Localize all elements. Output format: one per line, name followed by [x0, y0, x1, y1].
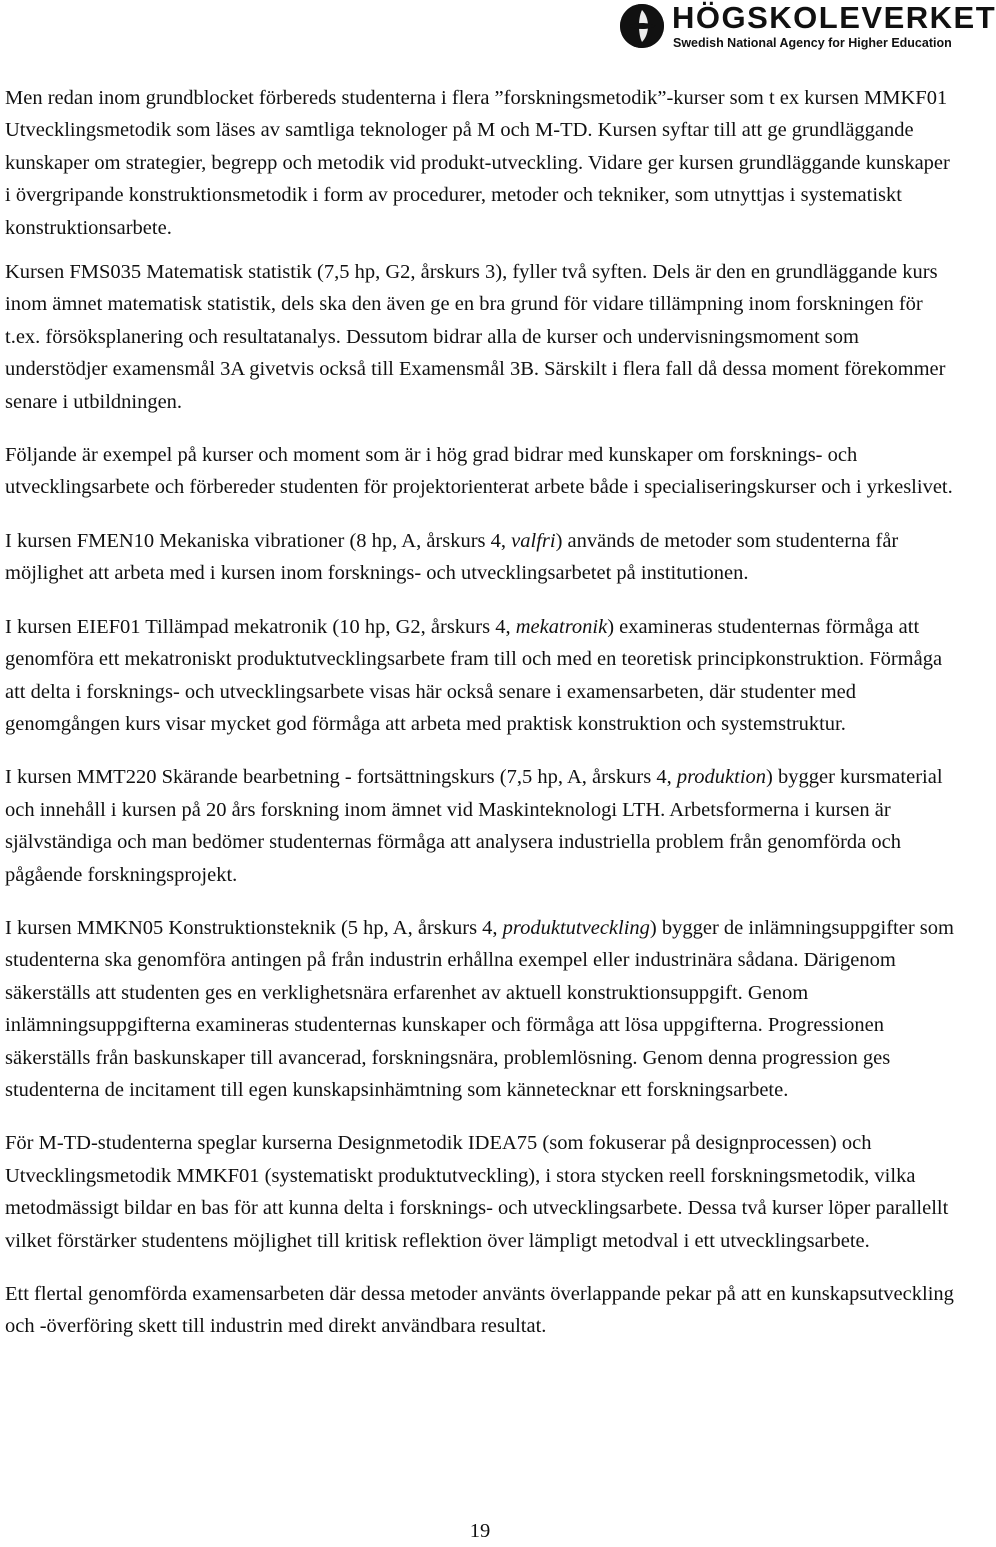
paragraph-5-emphasis: mekatronik: [515, 615, 608, 638]
paragraph-6-text-b: ) bygger kursmaterial och innehåll i kursen på 20 års forskning inom ämnet vid Maskinteknologi LTH. Arbetsformerna i kursen är självständiga och man bedömer studenternas förmåga att analysera industriella problem från genomförda och pågående forskningsprojekt.: [5, 766, 943, 886]
hsv-logo-icon: [620, 4, 664, 48]
paragraph-4-emphasis: valfri: [511, 529, 556, 552]
paragraph-4: [5, 525, 957, 590]
org-subtitle: Swedish National Agency for Higher Education: [673, 36, 952, 50]
paragraph-7: [5, 912, 957, 1106]
paragraph-5-text-b: ) examineras studenternas förmåga att genomföra ett mekatroniskt produktutvecklingsarbete fram till och med en teoretisk principkonstruktion. Förmåga att delta i forsknings- och utvecklingsarbete visas här också senare i examensarbeten, där studenter med genomgången kurs visar mycket god förmåga att arbeta med praktisk konstruktion och systemstruktur.: [5, 615, 943, 735]
page-number: 19: [469, 1520, 491, 1542]
paragraph-8: För M-TD-studenterna speglar kurserna Designmetodik IDEA75 (som fokuserar på designprocessen) och Utvecklingsmetodik MMKF01 (systematiskt produktutveckling), i stora stycken reell forskningsmetodik, vilka metodmässigt bildar en bas för att kunna delta i forsknings- och utvecklingsarbete. Dessa två kurser löper parallellt vilket förstärker studentens möjlighet till kritisk reflektion över lämpligt metodval i ett utvecklingsarbete.: [5, 1132, 949, 1252]
paragraph-6-text-a: I kursen MMT220 Skärande bearbetning - fortsättningskurs (7,5 hp, A, årskurs 4,: [5, 766, 677, 789]
paragraph-7-emphasis: produktutveckling: [502, 916, 650, 939]
page-header: [620, 0, 996, 60]
paragraph-5-text-a: I kursen EIEF01 Tillämpad mekatronik (10 hp, G2, årskurs 4,: [5, 615, 516, 638]
org-name: HÖGSKOLEVERKET: [672, 0, 996, 35]
paragraph-3: Följande är exempel på kurser och moment som är i hög grad bidrar med kunskaper om forsknings- och utvecklingsarbete och förbereder studenten för projektorienterat arbete både i specialiseringskurser och i yrkeslivet.: [5, 444, 953, 499]
paragraph-1: Men redan inom grundblocket förbereds studenterna i flera ”forskningsmetodik”-kurser som t ex kursen MMKF01 Utvecklingsmetodik som läses av samtliga teknologer på M och M-TD. Kursen syftar till att ge grundläggande kunskaper om strategier, begrepp och metodik vid produkt-utveckling. Vidare ger kursen grundläggande kunskaper i övergripande konstruktionsmetodik i form av procedurer, metoder och tekniker, som utnyttjas i systematiskt konstruktionsarbete.: [5, 87, 950, 239]
paragraph-7-text-b: ) bygger de inlämningsuppgifter som studenterna ska genomföra antingen på från industrin erhållna exempel eller industrinära sådana. Därigenom säkerställs att studenten ges en verklighetsnära erfarenhet av aktuell konstruktionsuppgift. Genom inlämningsuppgifterna examineras studenternas kunskaper och förmåga att lösa uppgifterna. Progressionen säkerställs från baskunskaper till avancerad, forskningsnära, problemlösning. Genom denna progression ges studenterna de incitament till egen kunskapsinhämtning som kännetecknar ett forskningsarbete.: [5, 916, 954, 1101]
paragraph-6-emphasis: produktion: [676, 766, 767, 789]
paragraph-2: Kursen FMS035 Matematisk statistik (7,5 hp, G2, årskurs 3), fyller två syften. Dels är den en grundläggande kurs inom ämnet matematisk statistik, dels ska den även ge en bra grund för vidare tillämpning inom forskningen för t.ex. försöksplanering och resultatanalys. Dessutom bidrar alla de kurser och undervisningsmoment som understödjer examensmål 3A givetvis också till Examensmål 3B. Särskilt i flera fall då dessa moment förekommer senare i utbildningen.: [5, 261, 946, 413]
paragraph-7-text-a: I kursen MMKN05 Konstruktionsteknik (5 hp, A, årskurs 4,: [5, 916, 503, 939]
paragraph-9: Ett flertal genomförda examensarbeten där dessa metoder använts överlappande pekar på att en kunskapsutveckling och -överföring skett till industrin med direkt användbara resultat.: [5, 1283, 954, 1338]
paragraph-4-text-b: ) används de metoder som studenterna får möjlighet att arbeta med i kursen inom forsknings- och utvecklingsarbetet på institutionen.: [5, 529, 899, 585]
document-body: [5, 82, 957, 1364]
paragraph-4-text-a: I kursen FMEN10 Mekaniska vibrationer (8 hp, A, årskurs 4,: [5, 529, 512, 552]
paragraph-6: [5, 761, 957, 891]
paragraph-5: [5, 611, 957, 741]
